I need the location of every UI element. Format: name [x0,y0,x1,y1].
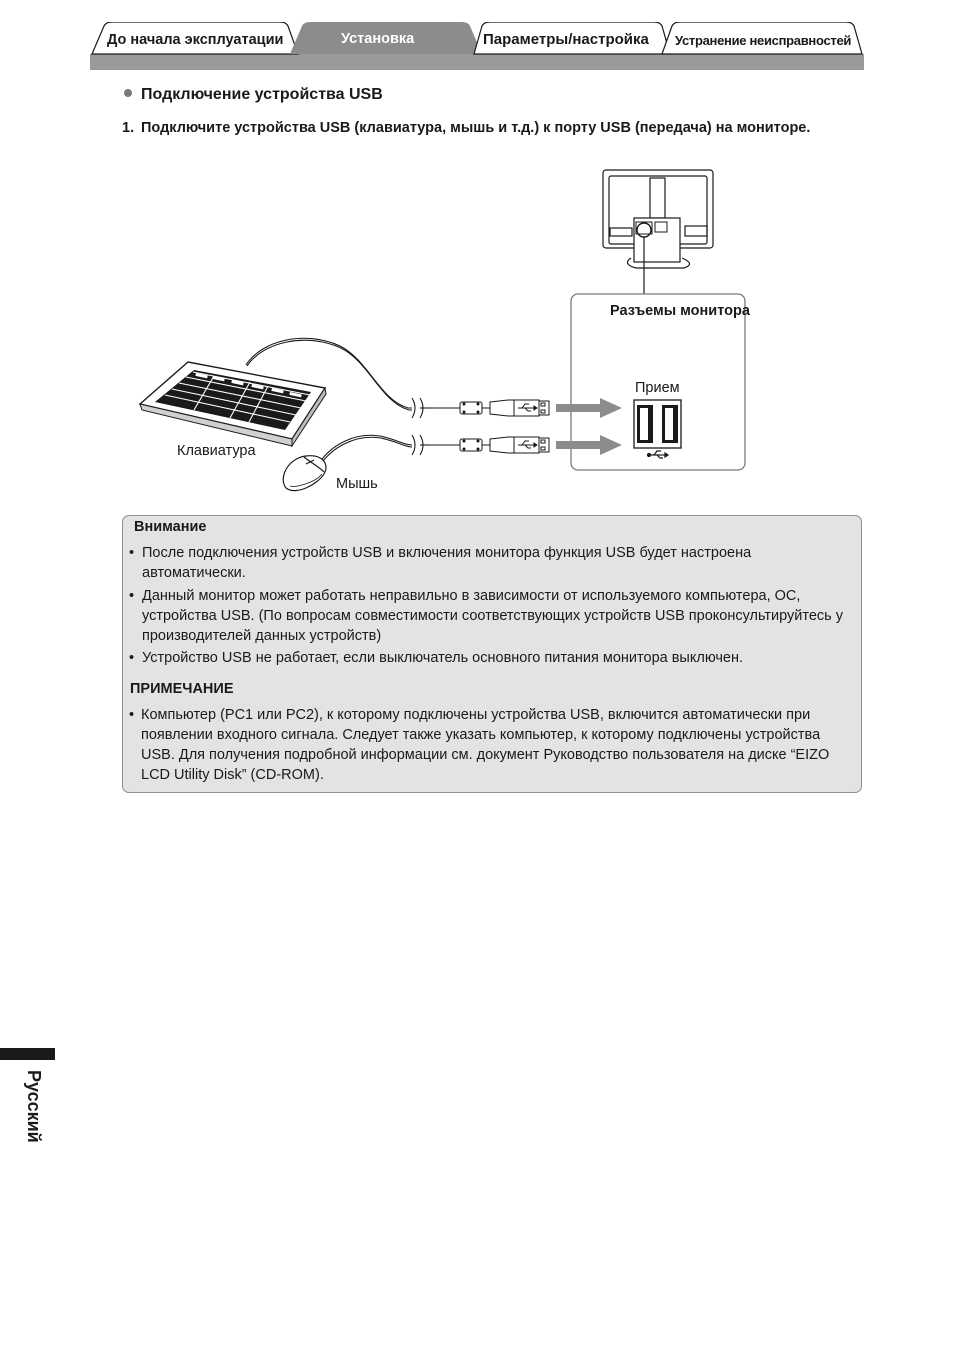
keyboard-label: Клавиатура [177,443,256,459]
step-number: 1. [122,120,135,136]
monitor-illustration [603,170,713,295]
note-item: • Компьютер (PC1 или PC2), к которому подключены устройства USB, включится автоматически при появлении входного сигнала. Следует также указать компьютер, к которому подключены устройства USB. Для получения подробной информации см. документ Руководство пользователя на диске “EIZO LCD Utility Disk” (CD-ROM). [129,707,830,783]
language-label: Русский [24,1070,44,1143]
attention-heading: Внимание [134,519,207,535]
usb-port-pair [634,400,681,448]
tab-installation[interactable]: Установка [341,31,415,47]
bullet-dot [124,89,132,97]
usb-connection-diagram [0,160,954,510]
step-1 [122,118,822,138]
section-title-text: Подключение устройства USB [141,86,383,103]
usb-plug-keyboard [430,400,549,416]
keyboard-illustration [140,362,326,446]
diagram-drawing [0,160,954,510]
attention-item: • Устройство USB не работает, если выключатель основного питания монитора выключен. [129,650,744,666]
receive-label: Прием [635,380,680,396]
tab-bar [90,22,864,70]
tab-before-use[interactable]: До начала эксплуатации [107,32,284,48]
attention-item: • Данный монитор может работать неправильно в зависимости от используемого компьютера, ОС, устройства USB. (По вопросам совместимости соответствующих устройств USB проконсультируйтесь у производителей данных устройств) [129,588,844,644]
usb-plug-mouse [430,437,549,453]
language-tab-bar [0,1048,55,1060]
language-tab [6,1070,46,1150]
tab-settings[interactable]: Параметры/настройка [483,31,649,48]
section-title [124,86,383,104]
attention-item: • После подключения устройств USB и включения монитора функция USB будет настроена автоматически. [129,545,752,581]
note-heading: ПРИМЕЧАНИЕ [130,681,234,697]
mouse-illustration [283,456,326,491]
step-text: Подключите устройства USB (клавиатура, мышь и т.д.) к порту USB (передача) на мониторе. [141,120,811,136]
mouse-label: Мышь [336,476,378,492]
attention-box [122,515,862,793]
connectors-label: Разъемы монитора [610,303,750,319]
tab-troubleshooting[interactable]: Устранение неисправностей [675,33,852,48]
